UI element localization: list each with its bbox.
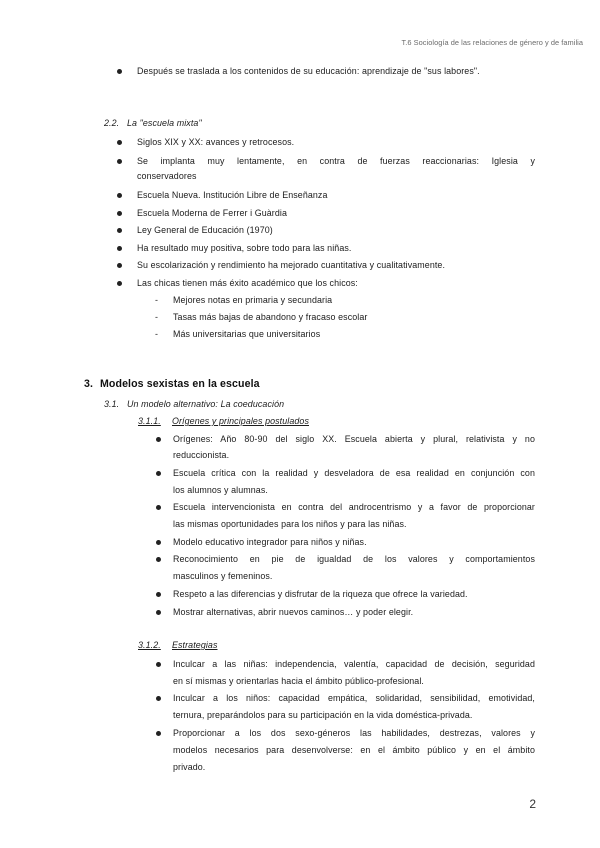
bullet-marker [156, 696, 161, 701]
bullet-marker [117, 159, 122, 164]
running-header: T.6 Sociología de las relaciones de género y de familia [401, 38, 583, 47]
list-item: Se implanta muy lentamente, en contra de fuerzas reaccionarias: Iglesia y [137, 156, 535, 166]
section-2-2-title: La "escuela mixta" [127, 118, 202, 128]
bullet-marker [117, 281, 122, 286]
subsection-3-1-2-title: Estrategias [172, 640, 218, 650]
list-item: Escuela intervencionista en contra del androcentrismo y a favor de proporcionar [173, 502, 535, 512]
list-item-continuation: las mismas oportunidades para los niños y para las niñas. [173, 519, 407, 529]
subsection-3-1-title: Un modelo alternativo: La coeducación [127, 399, 285, 409]
bullet-marker [117, 246, 122, 251]
list-item: Inculcar a los niños: capacidad empática, solidaridad, sensibilidad, emotividad, [173, 693, 535, 703]
page-number: 2 [529, 797, 536, 811]
bullet-marker [156, 662, 161, 667]
sub-list-item: Tasas más bajas de abandono y fracaso escolar [173, 312, 368, 322]
bullet-marker [156, 557, 161, 562]
list-item: Escuela Moderna de Ferrer i Guàrdia [137, 208, 288, 218]
bullet-marker [117, 263, 122, 268]
bullet-marker [156, 592, 161, 597]
bullet-marker [117, 211, 122, 216]
dash-marker: - [155, 312, 158, 322]
bullet-marker [117, 69, 122, 74]
list-item-continuation: ternura, preparándolos para su participación en la vida doméstica-privada. [173, 710, 473, 720]
subsection-3-1-2-number: 3.1.2. [138, 640, 161, 650]
list-item-continuation: reduccionista. [173, 450, 230, 460]
list-item-continuation: privado. [173, 762, 206, 772]
list-item-continuation: en sí mismas y orientarlas hacia el ámbito público-profesional. [173, 676, 424, 686]
section-2-2-number: 2.2. [104, 118, 120, 128]
bullet-marker [156, 610, 161, 615]
list-item: Escuela crítica con la realidad y desveladora de esa realidad en conjunción con [173, 468, 535, 478]
subsection-3-1-1-number: 3.1.1. [138, 416, 161, 426]
list-item: Las chicas tienen más éxito académico que los chicos: [137, 278, 358, 288]
bullet-marker [117, 228, 122, 233]
bullet-marker [156, 505, 161, 510]
list-item-continuation: modelos necesarios para desenvolverse: en el ámbito público y en el ámbito [173, 745, 535, 755]
list-item-continuation: conservadores [137, 171, 197, 181]
dash-marker: - [155, 295, 158, 305]
section-3-number: 3. [84, 378, 94, 390]
list-item: Ley General de Educación (1970) [137, 225, 273, 235]
bullet-marker [156, 731, 161, 736]
list-item: Reconocimiento en pie de igualdad de los valores y comportamientos [173, 554, 535, 564]
list-item: Modelo educativo integrador para niños y niñas. [173, 537, 367, 547]
section-3-title: Modelos sexistas en la escuela [100, 378, 260, 390]
paragraph-line: Después se traslada a los contenidos de su educación: aprendizaje de "sus labores". [137, 66, 480, 76]
bullet-marker [156, 437, 161, 442]
list-item: Respeto a las diferencias y disfrutar de la riqueza que ofrece la variedad. [173, 589, 468, 599]
bullet-marker [156, 471, 161, 476]
list-item-continuation: masculinos y femeninos. [173, 571, 273, 581]
list-item: Proporcionar a los dos sexo-géneros las habilidades, destrezas, valores y [173, 728, 535, 738]
list-item: Su escolarización y rendimiento ha mejorado cuantitativa y cualitativamente. [137, 260, 446, 270]
bullet-marker [156, 540, 161, 545]
list-item: Siglos XIX y XX: avances y retrocesos. [137, 137, 295, 147]
list-item-continuation: los alumnos y alumnas. [173, 485, 268, 495]
bullet-marker [117, 193, 122, 198]
sub-list-item: Mejores notas en primaria y secundaria [173, 295, 333, 305]
list-item: Escuela Nueva. Institución Libre de Enseñanza [137, 190, 328, 200]
bullet-marker [117, 140, 122, 145]
list-item: Ha resultado muy positiva, sobre todo para las niñas. [137, 243, 352, 253]
subsection-3-1-number: 3.1. [104, 399, 120, 409]
subsection-3-1-1-title: Orígenes y principales postulados [172, 416, 309, 426]
list-item: Inculcar a las niñas: independencia, valentía, capacidad de decisión, seguridad [173, 659, 535, 669]
dash-marker: - [155, 329, 158, 339]
list-item: Mostrar alternativas, abrir nuevos caminos… y poder elegir. [173, 607, 414, 617]
list-item: Orígenes: Año 80-90 del siglo XX. Escuela abierta y plural, relativista y no [173, 434, 535, 444]
sub-list-item: Más universitarias que universitarios [173, 329, 321, 339]
